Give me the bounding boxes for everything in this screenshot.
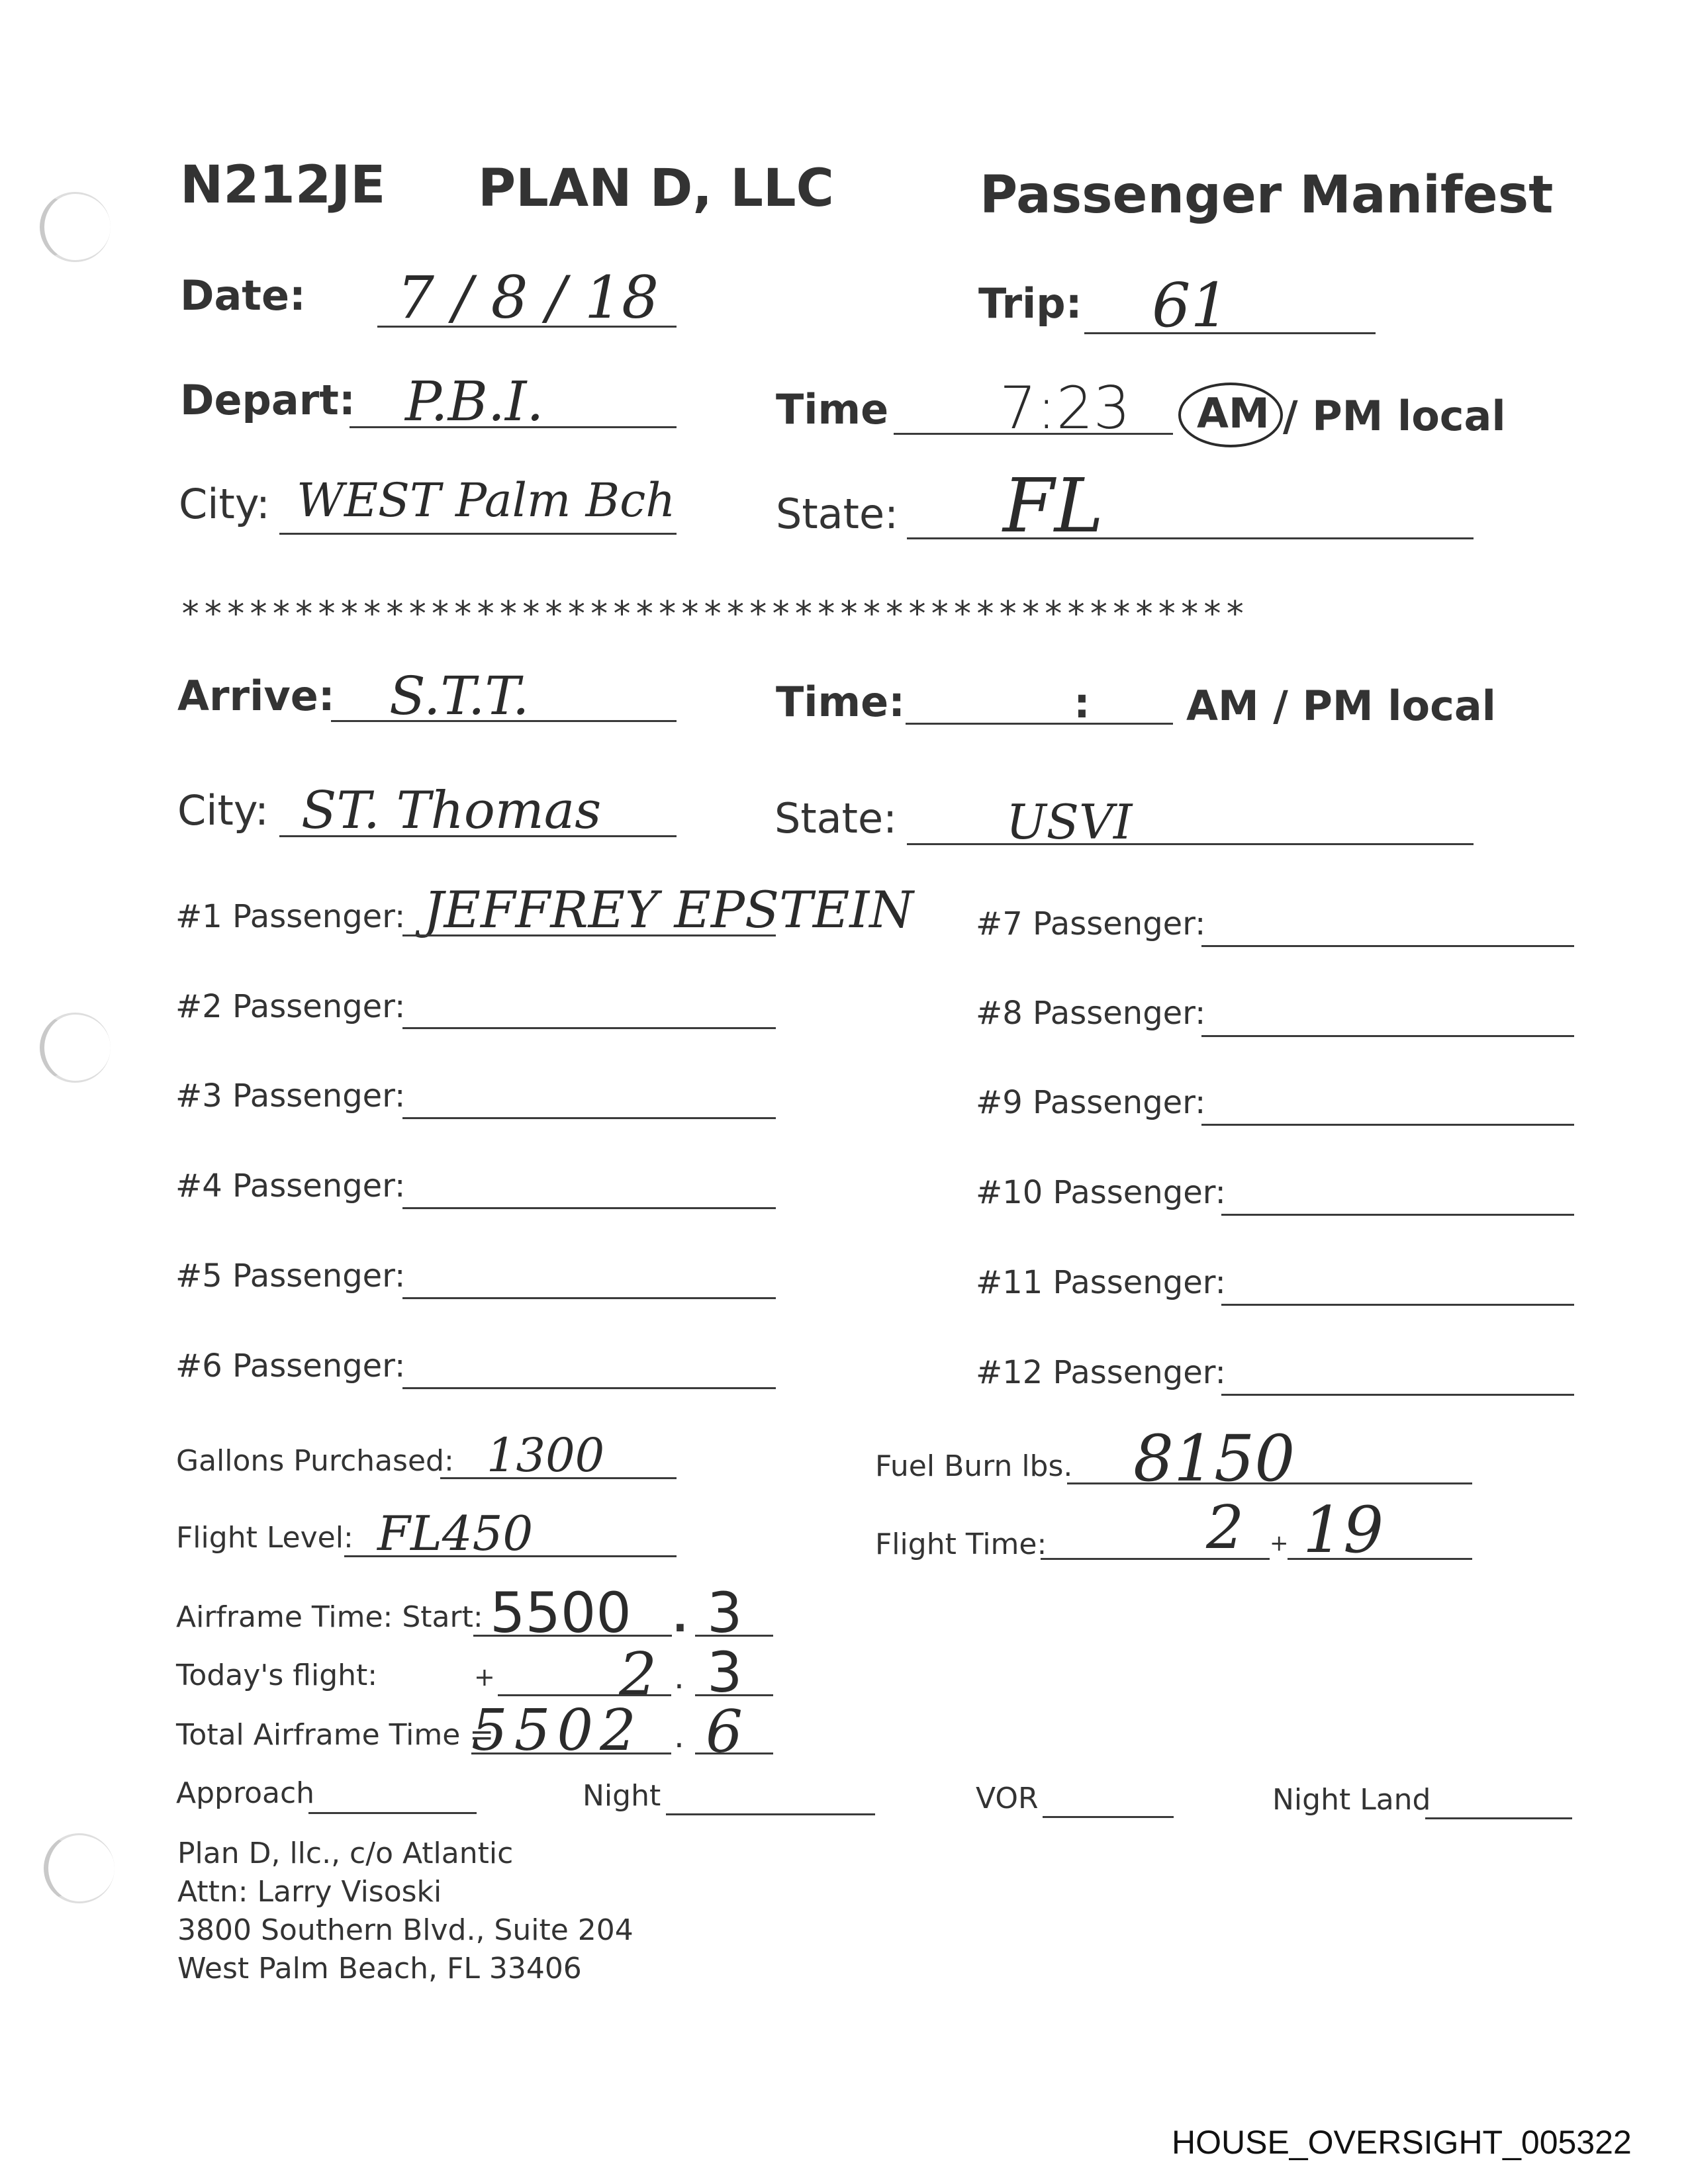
passenger-12-line [1221, 1394, 1574, 1396]
company-name: PLAN D, LLC [478, 159, 834, 218]
arrive-ampm: AM / PM local [1186, 682, 1496, 730]
approach-line [308, 1812, 477, 1814]
passenger-6-label: #6 Passenger: [175, 1347, 406, 1385]
am-option[interactable]: AM [1197, 389, 1270, 437]
fuel-burn-label: Fuel Burn lbs. [875, 1449, 1073, 1483]
passenger-7-label: #7 Passenger: [976, 905, 1206, 942]
depart-state-line [907, 537, 1474, 539]
depart-city-value[interactable]: WEST Palm Bch [297, 473, 676, 527]
date-value[interactable]: 7 / 8 / 18 [397, 263, 659, 332]
date-line [377, 326, 677, 328]
vor-label: VOR [976, 1782, 1039, 1815]
todays-flight-tenth[interactable]: 3 [707, 1640, 743, 1705]
night-label: Night [583, 1779, 661, 1813]
depart-label: Depart: [180, 376, 355, 424]
depart-time-line [894, 433, 1173, 435]
trip-line [1084, 332, 1376, 334]
passenger-5-label: #5 Passenger: [175, 1257, 406, 1295]
passenger-4-label: #4 Passenger: [175, 1167, 406, 1205]
total-airframe-label: Total Airframe Time = [176, 1718, 494, 1752]
passenger-10-label: #10 Passenger: [976, 1174, 1226, 1211]
bates-number: HOUSE_OVERSIGHT_005322 [1172, 2124, 1632, 2161]
passenger-7-line [1201, 945, 1574, 947]
arrive-state-value[interactable]: USVI [1006, 794, 1133, 850]
passenger-1-value[interactable]: JEFFREY EPSTEIN [424, 880, 914, 939]
arrive-city-label: City: [177, 786, 269, 835]
passenger-2-line [402, 1027, 776, 1029]
passenger-9-label: #9 Passenger: [976, 1084, 1206, 1121]
passenger-10-line [1221, 1214, 1574, 1216]
todays-flight-whole[interactable]: 2 [619, 1640, 657, 1709]
arrive-value[interactable]: S.T.T. [389, 665, 530, 727]
passenger-1-line [402, 934, 776, 936]
flight-time-minutes-line [1288, 1558, 1472, 1560]
gallons-label: Gallons Purchased: [176, 1444, 454, 1478]
arrive-label: Arrive: [177, 672, 335, 720]
total-airframe-whole[interactable]: 5502 [471, 1698, 643, 1764]
passenger-6-line [402, 1387, 776, 1389]
airframe-start-whole[interactable]: 5500 [490, 1580, 632, 1645]
depart-state-label: State: [776, 490, 899, 538]
gallons-value[interactable]: 1300 [487, 1428, 605, 1482]
airframe-start-label: Airframe Time: Start: [176, 1600, 483, 1634]
arrive-city-value[interactable]: ST. Thomas [301, 781, 602, 841]
passenger-8-label: #8 Passenger: [976, 995, 1206, 1032]
time-label: Time [776, 385, 889, 433]
trip-value[interactable]: 61 [1152, 270, 1230, 341]
depart-line [350, 426, 677, 428]
binder-hole-bottom [44, 1833, 115, 1903]
flight-level-line [344, 1555, 677, 1557]
passenger-3-label: #3 Passenger: [175, 1077, 406, 1115]
total-airframe-tenth-line [695, 1752, 773, 1754]
todays-flight-label: Today's flight: [176, 1659, 378, 1692]
separator: *********************************************** [180, 594, 1248, 634]
todays-flight-decimal: . [674, 1658, 684, 1696]
total-airframe-whole-line [471, 1752, 671, 1754]
airframe-start-whole-line [473, 1635, 672, 1637]
night-line [666, 1813, 875, 1815]
fuel-burn-value[interactable]: 8150 [1133, 1422, 1295, 1496]
page-title: Passenger Manifest [980, 165, 1554, 225]
arrive-city-line [279, 835, 677, 837]
tail-number: N212JE [180, 156, 386, 215]
passenger-2-label: #2 Passenger: [175, 988, 406, 1025]
total-airframe-decimal: . [674, 1717, 684, 1755]
arrive-state-label: State: [774, 794, 898, 842]
passenger-11-line [1221, 1304, 1574, 1306]
todays-flight-tenth-line [695, 1694, 773, 1696]
arrive-time-line [906, 723, 1173, 725]
flight-level-value[interactable]: FL450 [377, 1506, 534, 1561]
arrive-time-colon: : [1074, 679, 1090, 727]
passenger-12-label: #12 Passenger: [976, 1354, 1226, 1391]
passenger-11-label: #11 Passenger: [976, 1264, 1226, 1301]
flight-time-hours-line [1041, 1558, 1270, 1560]
vor-line [1043, 1816, 1174, 1818]
passenger-4-line [402, 1207, 776, 1209]
address-block [177, 1835, 633, 1988]
night-land-line [1425, 1817, 1572, 1819]
depart-value[interactable]: P.B.I. [405, 371, 544, 433]
todays-flight-whole-line [498, 1694, 671, 1696]
flight-time-label: Flight Time: [875, 1527, 1047, 1561]
address-line-4: West Palm Beach, FL 33406 [177, 1952, 582, 1985]
depart-city-line [279, 533, 677, 535]
fuel-burn-line [1067, 1482, 1472, 1484]
passenger-8-line [1201, 1035, 1574, 1037]
airframe-start-tenth-line [695, 1635, 773, 1637]
address-line-1: Plan D, llc., c/o Atlantic [177, 1837, 514, 1870]
airframe-start-decimal: . [673, 1595, 688, 1641]
binder-hole-top [40, 192, 111, 262]
binder-hole-middle [40, 1013, 111, 1083]
passenger-9-line [1201, 1124, 1574, 1126]
airframe-start-tenth[interactable]: 3 [707, 1580, 743, 1645]
night-land-label: Night Land [1272, 1783, 1431, 1817]
passenger-3-line [402, 1117, 776, 1119]
todays-flight-plus: + [474, 1662, 495, 1692]
depart-state-value[interactable]: FL [1003, 463, 1104, 549]
flight-time-hours[interactable]: 2 [1206, 1493, 1244, 1563]
arrive-time-label: Time: [776, 678, 905, 726]
passenger-1-label: #1 Passenger: [175, 898, 406, 935]
total-airframe-tenth[interactable]: 6 [706, 1698, 743, 1766]
gallons-line [440, 1477, 677, 1479]
depart-city-label: City: [179, 480, 270, 528]
passenger-5-line [402, 1297, 776, 1299]
arrive-line [331, 720, 677, 722]
depart-ampm-suffix: / PM local [1283, 392, 1506, 440]
arrive-state-line [907, 843, 1474, 845]
address-line-3: 3800 Southern Blvd., Suite 204 [177, 1913, 633, 1947]
flight-level-label: Flight Level: [176, 1521, 353, 1555]
trip-label: Trip: [978, 279, 1082, 328]
date-label: Date: [180, 271, 306, 320]
flight-time-plus: + [1270, 1530, 1289, 1557]
depart-time-value[interactable]: 7:23 [1000, 374, 1131, 442]
flight-time-minutes[interactable]: 19 [1303, 1493, 1384, 1567]
address-line-2: Attn: Larry Visoski [177, 1875, 442, 1909]
approach-label: Approach [176, 1776, 315, 1810]
